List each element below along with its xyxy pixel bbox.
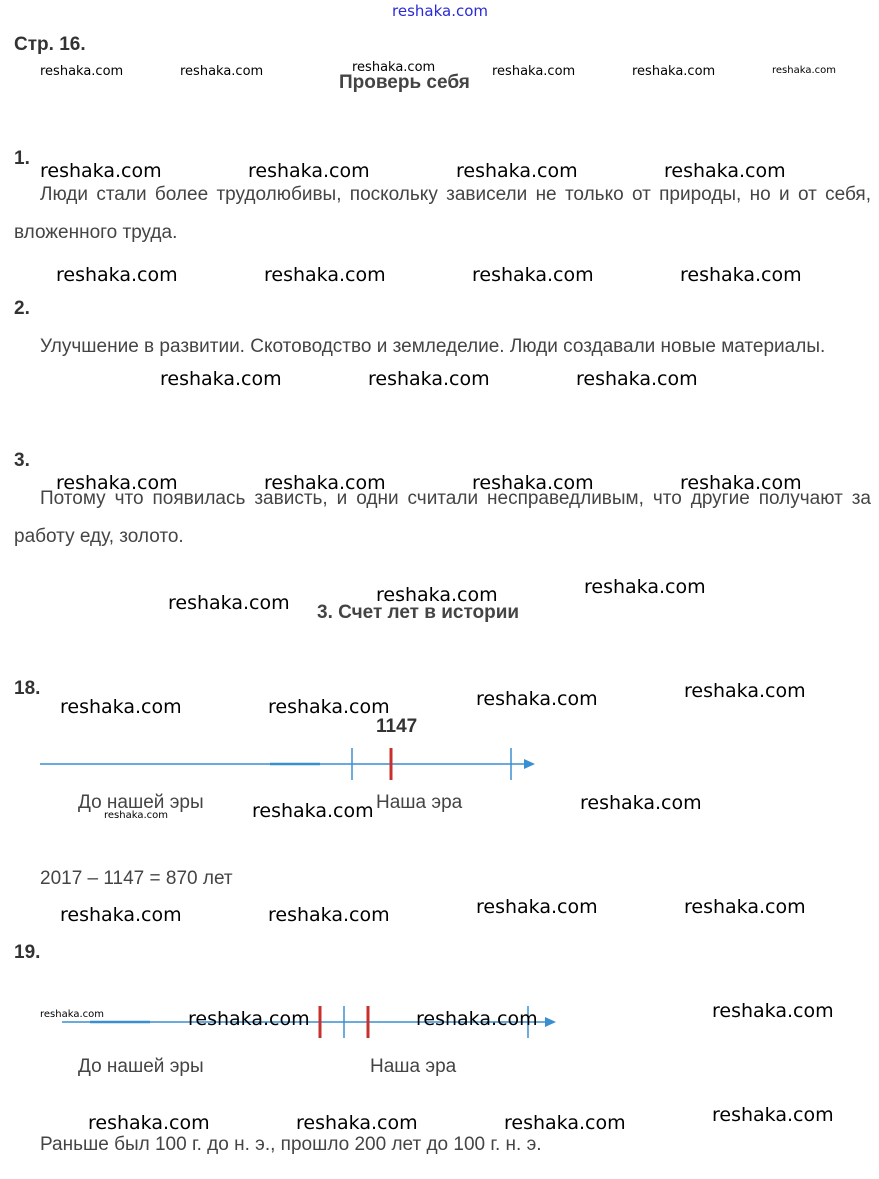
watermark: reshaka.com (680, 264, 802, 286)
watermark: reshaka.com (60, 904, 182, 926)
answer-text: Потому что появилась зависть, и одни считали несправедливым, что другие получают за работу еду, золото. (14, 488, 871, 547)
watermark: reshaka.com (712, 1000, 834, 1022)
watermark: reshaka.com (504, 1112, 626, 1134)
question-number: 3. (14, 450, 30, 471)
answer-text: Улучшение в развитии. Скотоводство и земледелие. Люди создавали новые материалы. (40, 336, 826, 357)
watermark: reshaka.com (576, 368, 698, 390)
header-watermark[interactable]: reshaka.com (392, 2, 488, 20)
watermark: reshaka.com (296, 1112, 418, 1134)
watermark: reshaka.com (188, 1008, 310, 1030)
watermark: reshaka.com (476, 688, 598, 710)
chapter-title: 3. Счет лет в истории (317, 602, 520, 623)
ad-label: Наша эра (370, 1056, 457, 1077)
watermark: reshaka.com (104, 810, 168, 821)
watermark: reshaka.com (772, 65, 836, 76)
watermark: reshaka.com (352, 60, 436, 75)
section-title: Проверь себя (339, 72, 470, 93)
watermark: reshaka.com (416, 1008, 538, 1030)
question-number: 1. (14, 148, 30, 169)
watermark: reshaka.com (476, 896, 598, 918)
bc-label: До нашей эры (78, 792, 204, 813)
watermark: reshaka.com (712, 1104, 834, 1126)
year-label: 1147 (376, 716, 418, 737)
watermark: reshaka.com (376, 584, 498, 606)
task-number: 18. (14, 678, 41, 699)
question-number: 2. (14, 298, 30, 319)
watermark: reshaka.com (492, 64, 576, 79)
watermark: reshaka.com (252, 800, 374, 822)
watermark: reshaka.com (56, 264, 178, 286)
watermark: reshaka.com (88, 1112, 210, 1134)
watermark: reshaka.com (40, 1009, 104, 1020)
watermark: reshaka.com (368, 368, 490, 390)
watermark: reshaka.com (264, 264, 386, 286)
watermark: reshaka.com (60, 696, 182, 718)
bc-label: До нашей эры (78, 1056, 204, 1077)
watermark: reshaka.com (268, 904, 390, 926)
watermark: reshaka.com (268, 696, 390, 718)
conclusion: Раньше был 100 г. до н. э., прошло 200 лет до 100 г. н. э. (40, 1134, 542, 1155)
answer-text: Люди стали более трудолюбивы, поскольку зависели не только от природы, но и от себя, вложенного труда. (14, 184, 871, 243)
watermark: reshaka.com (472, 264, 594, 286)
watermark: reshaka.com (160, 368, 282, 390)
watermark: reshaka.com (580, 792, 702, 814)
watermark: reshaka.com (684, 896, 806, 918)
watermark: reshaka.com (248, 160, 370, 182)
watermark: reshaka.com (180, 64, 264, 79)
watermark: reshaka.com (56, 472, 178, 494)
watermark: reshaka.com (684, 680, 806, 702)
watermark: reshaka.com (664, 160, 786, 182)
watermark: reshaka.com (632, 64, 716, 79)
ad-label: Наша эра (376, 792, 463, 813)
watermark: reshaka.com (40, 160, 162, 182)
watermark: reshaka.com (264, 472, 386, 494)
watermark: reshaka.com (168, 592, 290, 614)
watermark: reshaka.com (680, 472, 802, 494)
calculation: 2017 – 1147 = 870 лет (40, 868, 233, 889)
page-number: Стр. 16. (14, 34, 86, 55)
timeline-arrow (545, 1017, 556, 1027)
watermark: reshaka.com (456, 160, 578, 182)
watermark: reshaka.com (584, 576, 706, 598)
watermark: reshaka.com (472, 472, 594, 494)
watermark: reshaka.com (40, 64, 124, 79)
task-number: 19. (14, 942, 41, 963)
